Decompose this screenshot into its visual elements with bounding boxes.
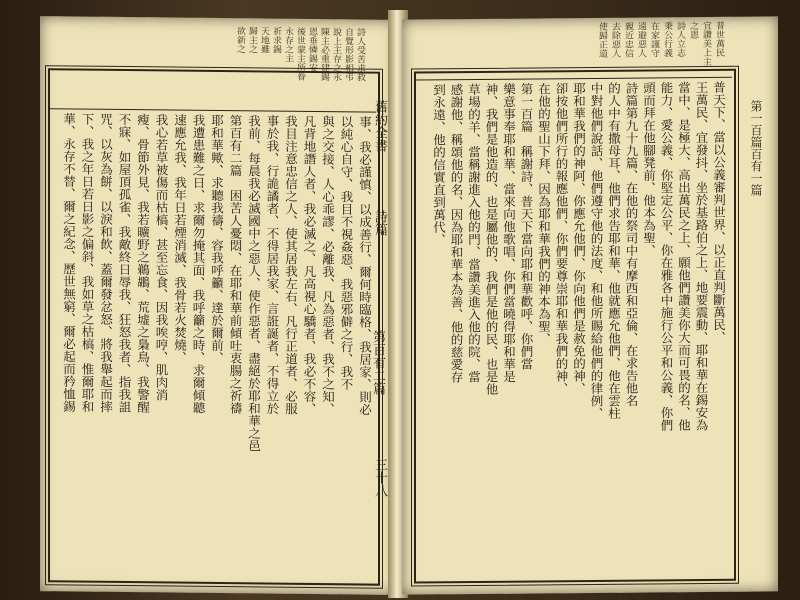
left-body-column-14: 不寐、如屋頂孤雀、我敵終日辱我、狂怒我者、指我詛 (117, 112, 132, 414)
left-body-column-5: 我目注意忠信之人、使其居我左右、凡行正道者、必服 (283, 114, 299, 415)
right-body-column-7: 的人中有撒母耳、他們求告耶和華、他就應允他們、他在雲柱 (606, 81, 622, 420)
left-body-column-11: 速應允我、我年日若煙消滅、我骨若火焚燒、 (172, 113, 188, 364)
right-header-column-6: 在家謹守 (649, 21, 659, 58)
right-body-column-2: 王萬民、宜發抖、坐於基路伯之上、地要震動、耶和華在錫安為 (694, 80, 709, 432)
right-header-column-9: 去除惡人 (610, 21, 620, 58)
right-page (402, 16, 778, 594)
left-body-column-8: 第百有二篇 困苦人憂悶、在耶和華前傾吐衷腸之祈禱 (228, 114, 243, 415)
left-header-column-10: 歸主之 (247, 26, 257, 54)
left-body-column-7: 我前、每晨我必滅國中之惡人、使作惡者、盡絕於耶和華之邑 (246, 114, 262, 452)
right-body-column-10: 卻按他們所行的報應他們、你們要尊崇耶和華我們的神、 (554, 82, 569, 395)
left-body-column-9: 耶和華歟、求聽我禱、容我呼籲、達於爾前、 (209, 113, 225, 365)
right-body-column-17: 到永遠、他的信實直到萬代、 (431, 83, 447, 246)
left-body-column-13: 瘦、骨節外見、我若曠野之鵜鶘、荒墟之梟鳥、我警醒 (135, 113, 151, 414)
left-header-column-7: 永存之主 (283, 26, 293, 63)
right-header-column-1: 普世萬民 (714, 20, 724, 57)
left-header-column-2: 自覺形影相弔 (343, 27, 353, 82)
left-body-column-3: 與之交接、人心乖謬、必離我、凡為惡者、我不之知、 (320, 115, 336, 416)
right-body-column-11: 在他的聖山下拜、因為耶和華我們的神本為聖、 (536, 82, 552, 345)
right-body-column-16: 感謝他、稱頌他的名、因為耶和華本為善、他的慈愛存 (449, 83, 464, 384)
right-body-column-15: 草場的羊、當稱謝進入他的門、當讚美進入他的院、當 (466, 82, 482, 384)
left-header-column-5: 恩垂憐錫安 (307, 26, 317, 73)
right-header-column-3: 之恩 (688, 21, 698, 40)
left-header-column-9: 天地雖 (259, 26, 269, 54)
right-header-column-7: 遠避惡人 (636, 21, 646, 58)
right-body-column-1: 普天下、當以公義審判世界、以正直判斷萬民、 (711, 80, 727, 344)
left-body-column-2: 以純心自守、我目不視姦惡、我惡邪僻之行、我不 (339, 115, 354, 391)
right-header-column-5: 秉公行義 (662, 21, 672, 58)
right-body-column-5: 頭而拜在他腳凳前、他本為聖、 (641, 81, 657, 257)
left-header-column-11: 欲新之 (235, 26, 245, 54)
left-body-column-17: 華、永存不替、爾之紀念、歷世無窮、爾必起而矜恤錫 (61, 112, 77, 413)
left-chapter-label: 第百有二篇 (370, 330, 385, 395)
right-chapter-label: 第一百篇百有一篇 (748, 100, 765, 235)
right-header-column-4: 詩人立志 (675, 21, 685, 58)
left-header-column-3: 說上主存之永 (331, 27, 341, 82)
left-body-column-6: 事於我、行詭譎者、不得居我家、言誑誕者、不得立於 (265, 114, 280, 415)
left-header-column-8: 祈求錫 (271, 26, 281, 54)
left-body-column-1: 事、我必謹慎、以成善行、爾何時臨格、我居家、則必 (357, 115, 373, 416)
right-body-column-14: 神、我們是他造的、也是屬他的、我們是他的民、也是他 (484, 82, 499, 396)
section-title: 詩篇 (372, 210, 387, 236)
left-page (40, 16, 396, 595)
left-header-column-4: 陳主必重建錫 (319, 27, 329, 82)
right-body-column-6: 詩篇第九十九篇、在他的祭司中有摩西和亞倫、在求告他名 (624, 81, 639, 407)
right-body-column-4: 能力、愛公義、你堅定公平、你在雅各中施行公平和公義、你們 (659, 81, 674, 432)
left-body-column-16: 下、我之年日若日影之偏斜、我如草之枯槁、惟爾耶和 (80, 112, 95, 413)
right-body-column-12: 第一百篇 稱謝詩、普天下當向耶和華歡呼、你們當 (519, 82, 534, 371)
right-header-column-2: 宜讚美上主 (701, 20, 711, 67)
left-body-column-10: 我遭患難之日、求爾勿掩其面、我呼籲之時、求爾傾聽 (191, 113, 206, 414)
left-header-column-1: 詩人受苦求救 (355, 27, 365, 82)
book-title: 舊約全書 (372, 100, 387, 152)
right-header-column-10: 使歸正道 (597, 21, 607, 58)
right-header-column-8: 親近忠信 (623, 21, 633, 58)
left-body-column-12: 我心若草被傷而枯槁、甚至忘食、因我唉哼、肌肉消 (154, 113, 169, 401)
right-body-column-13: 樂意事奉耶和華、當來向他歌唱、你們當曉得耶和華是 (501, 82, 517, 383)
right-body-column-9: 耶和華我們的神阿、你應允他們、你向他們是赦免的神、 (571, 82, 587, 395)
left-body-column-15: 咒、以灰為餅、以淚和飲、蓋爾發忿怒、將我舉起而摔 (98, 112, 114, 413)
left-body-column-4: 凡背地譖人者、我必滅之、凡高視心驕者、我必不容、 (302, 114, 317, 416)
right-body-column-3: 當中、是極大、高出萬民之上、願他們讚美你大而可畏的名、他 (676, 81, 692, 432)
page-number: 三十八 (372, 458, 387, 497)
left-header-column-6: 後世蒙主所眷 (295, 26, 305, 81)
right-body-column-8: 中對他們說話、他們遵守他的法度、和他所賜給他們的律例、 (589, 81, 604, 420)
